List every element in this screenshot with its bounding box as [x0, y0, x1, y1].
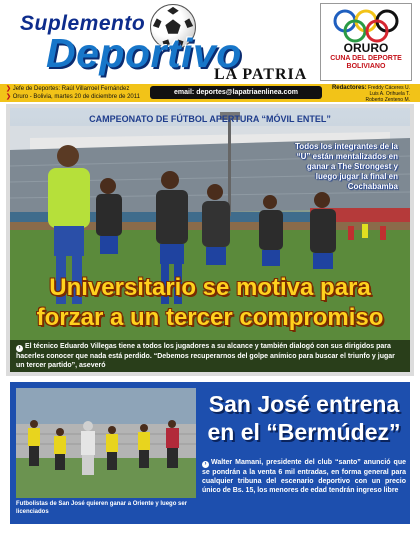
- san-jose-body-text: Walter Mamani, presidente del club “santo” anunció que se pondrán a la venta 6 mil entradas, en forma general para cualquier tribuna del escenario deportivo con un precio único de Bs. 15, los menores de edad tendrán ingreso libre: [202, 459, 406, 494]
- feature-headline-line: Universitario se motiva para: [49, 274, 371, 301]
- feature-kicker: CAMPEONATO DE FÚTBOL APERTURA “MÓVIL ENTEL”: [89, 114, 331, 124]
- staff-name: Roberto Zenteno M.: [365, 97, 410, 103]
- staff-block: [332, 85, 410, 103]
- dateline: Oruro - Bolivia, martes 20 de diciembre de 2011: [12, 94, 140, 100]
- masthead: [0, 0, 420, 84]
- logo-name: ORURO: [343, 41, 389, 55]
- arrow-bullet-icon: ›: [16, 345, 23, 352]
- san-jose-photo-caption: Futbolistas de San José quieren ganar a Oriente y luego ser licenciados: [16, 501, 188, 515]
- feature-side-caption: Todos los integrantes de la “U” están mentalizados en ganar a The Strongest y luego jugar la final en Cochabamba: [295, 142, 398, 191]
- staff-name: Freddy Cáceres U.: [368, 85, 410, 91]
- san-jose-body: [202, 458, 406, 495]
- publisher-name: LA PATRIA: [214, 66, 308, 83]
- contact-email[interactable]: email: deportes@lapatriaenlinea.com: [150, 86, 322, 99]
- credits-block: ❯ Jefe de Deportes: Raúl Villarroel Fernández ❯ Oruro - Bolivia, martes 20 de diciembre de 2011: [6, 86, 140, 100]
- feature-lede: [10, 340, 410, 372]
- supplement-label: Suplemento: [20, 12, 146, 35]
- feature-headline-line: forzar a un tercer compromiso: [36, 304, 384, 331]
- san-jose-story: [10, 382, 410, 524]
- logo-tagline: CUNA DEL DEPORTE BOLIVIANO: [330, 55, 402, 70]
- staff-label: Redactores:: [331, 85, 367, 91]
- oruro-logo: [320, 3, 412, 81]
- san-jose-photo: [16, 388, 196, 498]
- san-jose-training-illustration: [16, 388, 196, 498]
- info-strip: [0, 84, 420, 102]
- olympic-rings-icon: [331, 9, 401, 43]
- feature-headline[interactable]: [10, 273, 410, 333]
- editor-credit: Jefe de Deportes: Raúl Villarroel Fernández: [12, 86, 130, 92]
- main-feature: [6, 104, 414, 376]
- san-jose-headline-line: en el “Bermúdez”: [207, 419, 401, 445]
- masthead-title: Deportivo: [46, 30, 242, 76]
- staff-name: Luis A. Orihuela T.: [369, 91, 410, 97]
- feature-photo: [10, 108, 410, 372]
- san-jose-headline[interactable]: [202, 390, 406, 446]
- feature-lede-band: [10, 340, 410, 372]
- feature-lede-text: El técnico Eduardo Villegas tiene a todos los jugadores a su alcance y también dialogó con sus dirigidos para hacerles conocer que nada está perdido. “Debemos recuperarnos del golpe anímico para buscar el triunfo y jugar un tercer partido”, aseveró: [16, 343, 395, 369]
- arrow-bullet-icon: ›: [202, 461, 209, 468]
- san-jose-headline-line: San José entrena: [208, 391, 400, 417]
